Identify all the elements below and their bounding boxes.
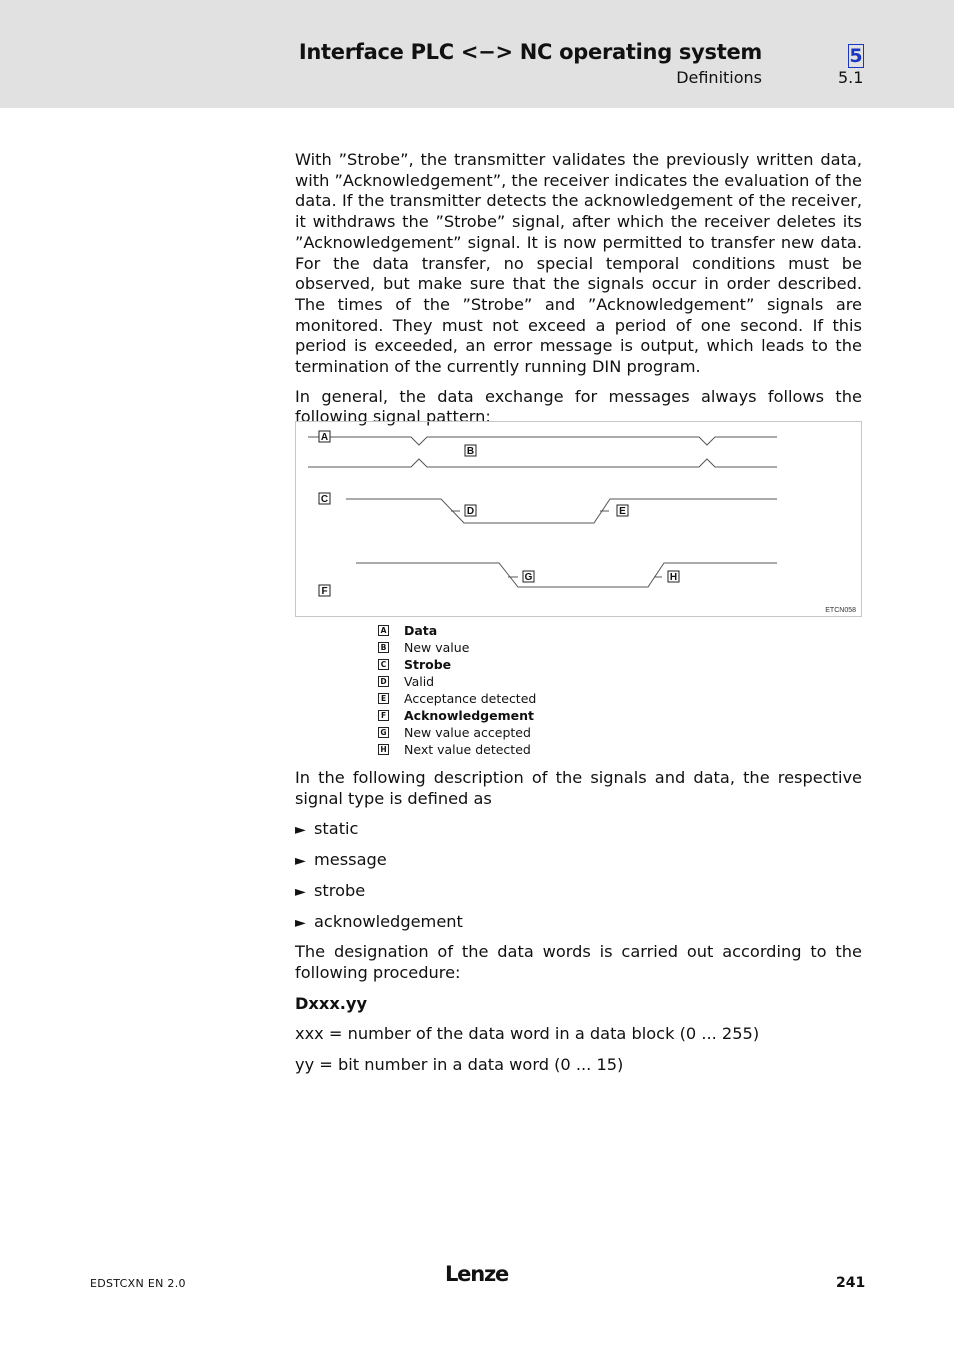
legend-text: Data [404,623,438,638]
legend-text: Strobe [404,657,452,672]
bullet-arrow-icon: ► [295,883,306,900]
bullet-item [295,819,862,841]
legend-text: Acceptance detected [404,691,537,706]
definition-yy: yy = bit number in a data word (0 ... 15) [295,1055,624,1075]
bullet-arrow-icon: ► [295,853,306,870]
legend-text: Next value detected [404,742,531,757]
lenze-logo: Lenze [445,1262,509,1286]
legend-item [378,639,536,656]
bullet-text: acknowledgement [314,911,463,931]
timing-diagram [295,421,862,617]
paragraph-signal-types: In the following description of the signals and data, the respective signal type is defined as [295,768,862,808]
bullet-text: static [314,819,359,839]
timing-diagram-svg [296,422,863,618]
legend-key: F [378,710,389,721]
label-h: H [669,572,678,583]
paragraph-designation: The designation of the data words is carried out according to the following procedure: [295,942,862,982]
legend-text: Acknowledgement [404,708,534,723]
bullet-arrow-icon: ► [295,822,306,839]
document-code: EDSTCXN EN 2.0 [90,1277,186,1290]
bullet-item [295,912,862,934]
legend-item [378,724,536,741]
ack-signal-line [356,563,777,587]
legend-text: New value accepted [404,725,531,740]
format-heading: Dxxx.yy [295,993,368,1013]
figure-code: ETCN058 [825,607,856,614]
bullet-text: message [314,850,387,870]
paragraph-strobe: With ”Strobe”, the transmitter validates the previously written data, with ”Acknowledgement”, the receiver indicates the evaluation of the data. If the transmitter detects the acknowledgement of the receiver, it withdraws the ”Strobe” signal, after which the receiver deletes its ”Acknowledgement” signal. It is now permitted to transfer new data. For the data transfer, no special temporal conditions must be observed, but make sure that the signals occur in order described. The times of the ”Strobe” and ”Acknowledgement” signals are monitored. They must not exceed a period of one second. If this period is exceeded, an error message is output, which leads to the termination of the currently running DIN program. [295,150,862,377]
legend-key: G [378,727,389,738]
figure-legend [378,622,536,758]
legend-key: A [378,625,389,636]
legend-key: E [378,693,389,704]
upper-text [295,150,862,438]
definition-xxx: xxx = number of the data word in a data block (0 ... 255) [295,1024,760,1044]
label-d: D [466,506,475,517]
legend-item [378,741,536,758]
bullet-item [295,881,862,903]
legend-key: D [378,676,389,687]
legend-item [378,707,536,724]
legend-text: Valid [404,674,435,689]
legend-item [378,656,536,673]
legend-item [378,673,536,690]
legend-key: B [378,642,389,653]
legend-text: New value [404,640,470,655]
label-c: C [320,494,329,505]
bullet-item [295,850,862,872]
strobe-signal-line [346,499,777,523]
legend-key: H [378,744,389,755]
legend-item [378,622,536,639]
lower-text [295,768,862,1086]
page-header [0,0,954,108]
page-subtitle: Definitions [676,68,762,87]
data-signal-line-lower [308,459,777,467]
label-f: F [321,586,328,597]
data-signal-line [308,437,777,445]
label-g: G [524,572,533,583]
page-title: Interface PLC <−> NC operating system [298,40,762,64]
chapter-number: 5 [849,45,863,67]
label-e: E [619,506,626,517]
bullet-arrow-icon: ► [295,914,306,931]
legend-key: C [378,659,389,670]
label-b: B [466,446,475,457]
label-a: A [320,432,329,443]
section-number: 5.1 [838,68,864,87]
paragraph-signal-pattern: In general, the data exchange for messages always follows the following signal pattern: [295,386,862,427]
bullet-text: strobe [314,880,366,900]
page-number: 241 [836,1275,866,1291]
legend-item [378,690,536,707]
